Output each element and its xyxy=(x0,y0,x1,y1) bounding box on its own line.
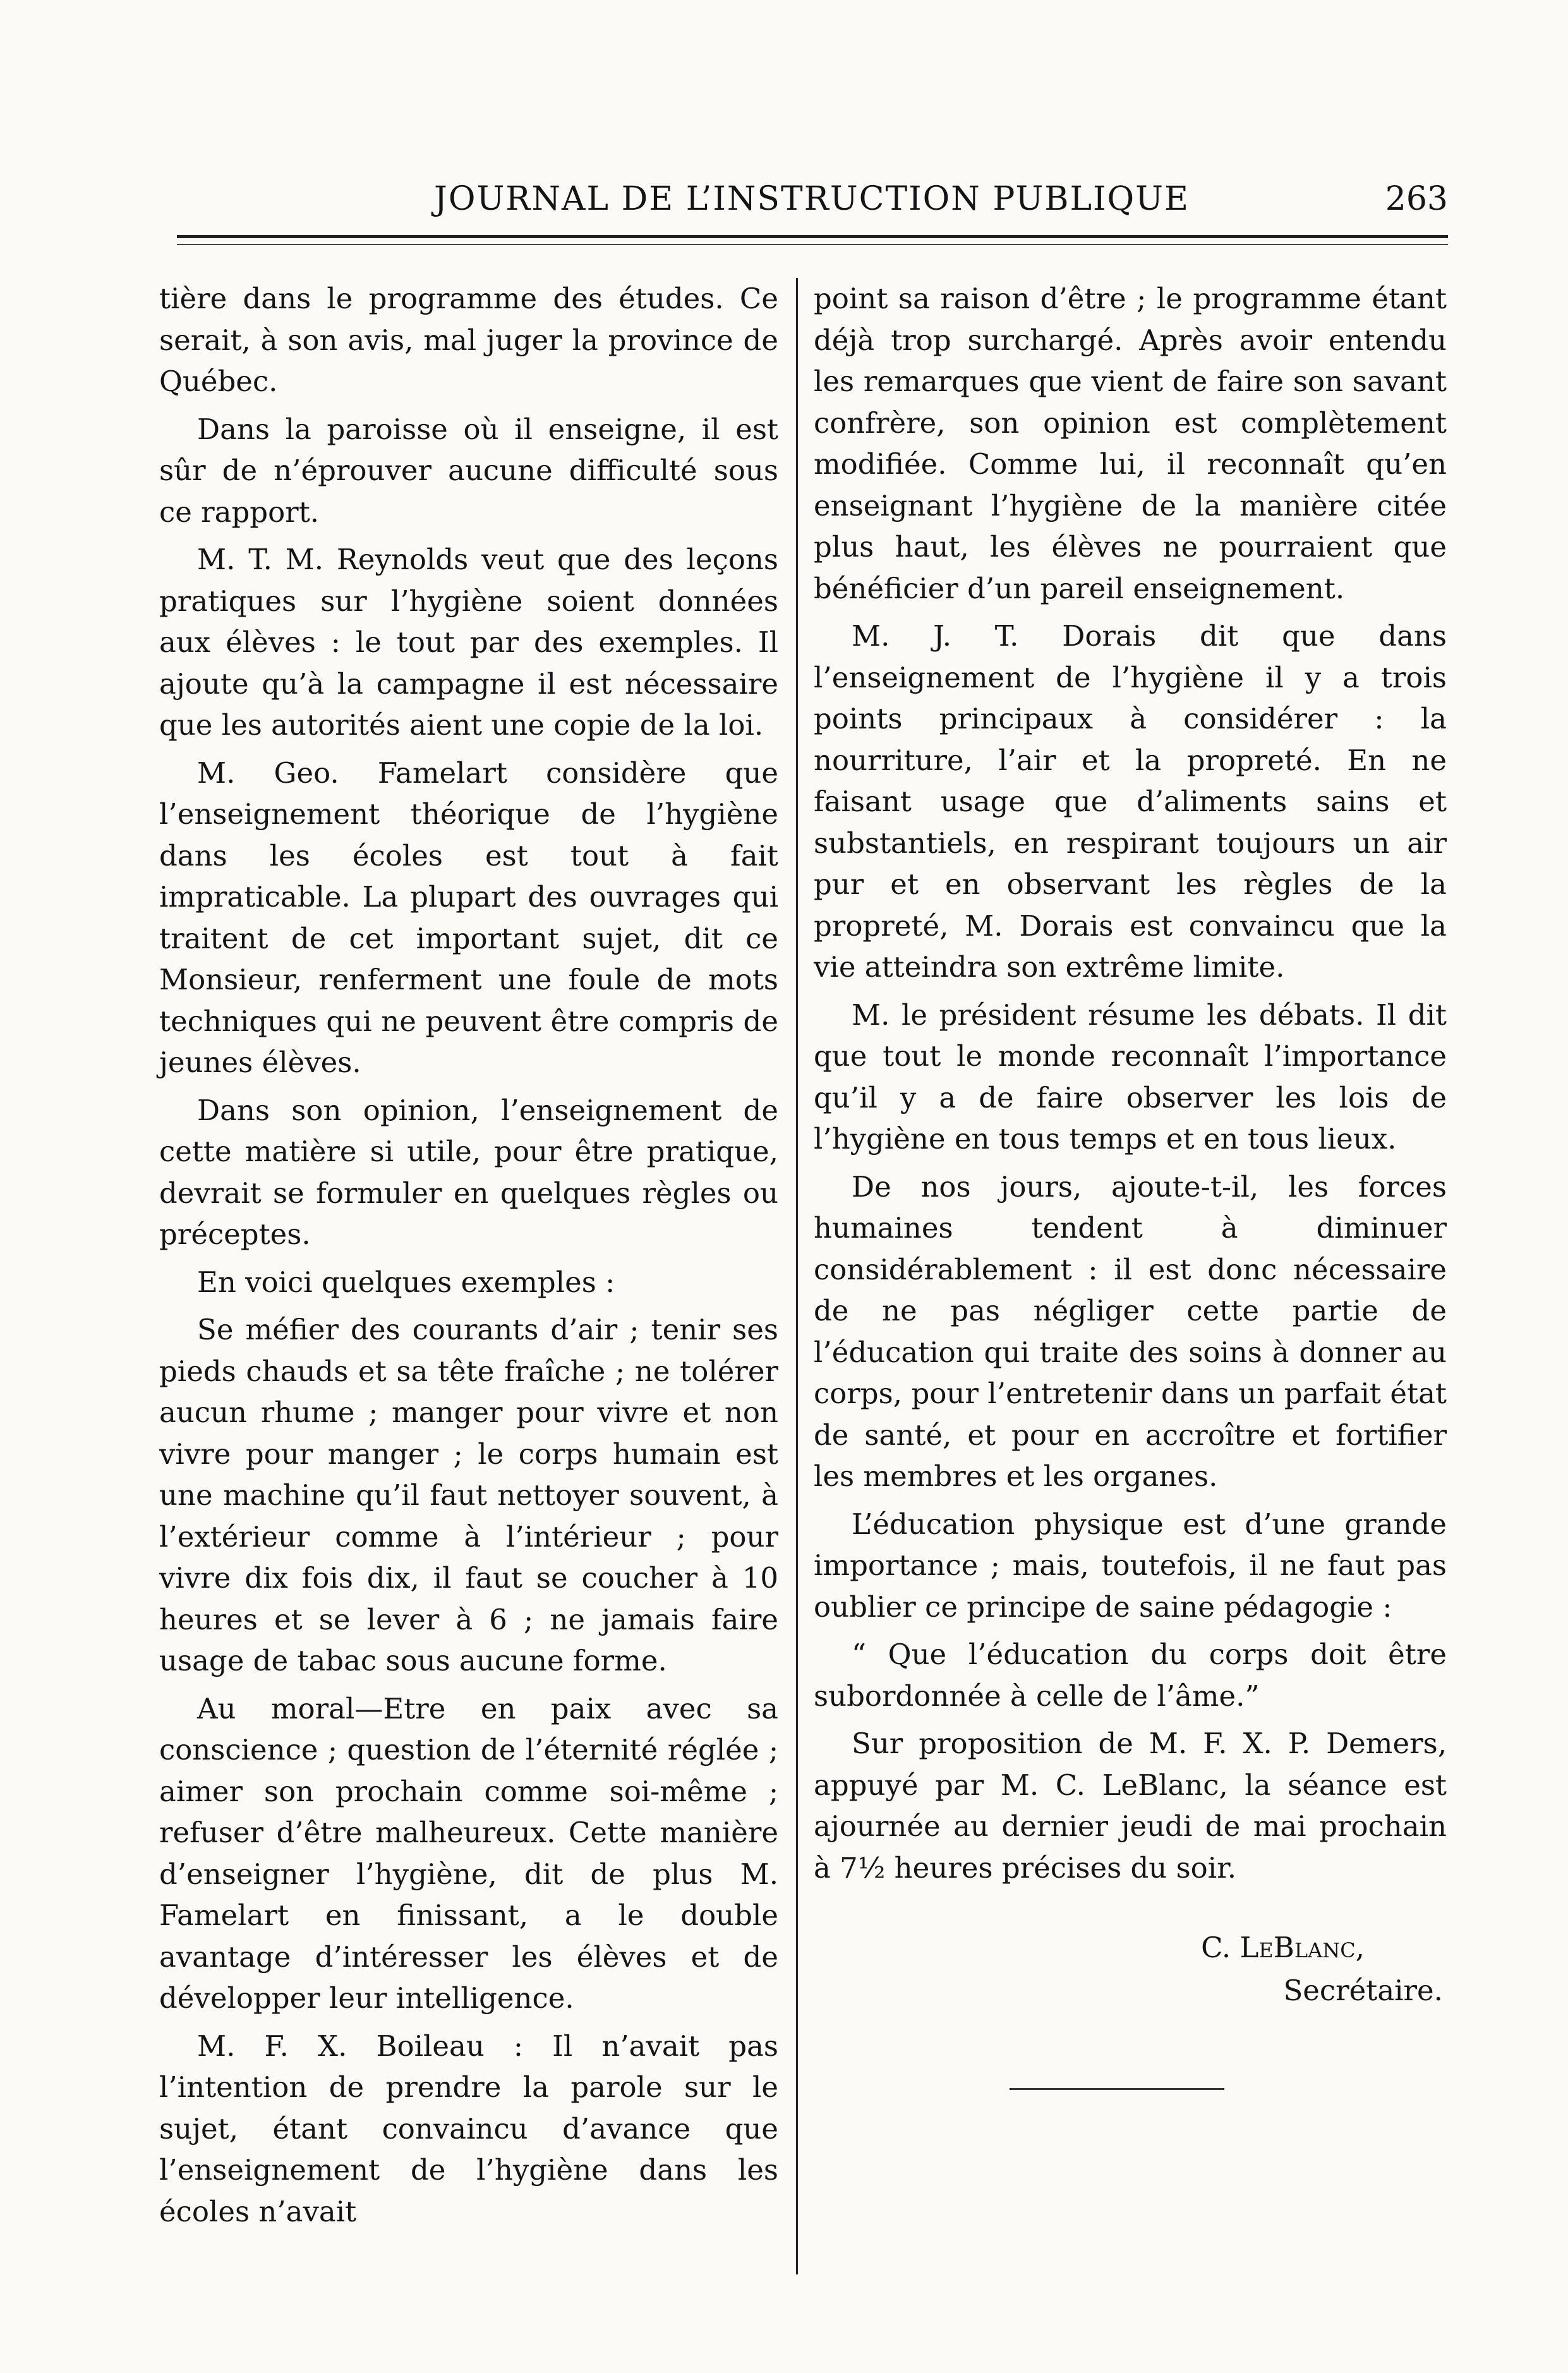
right-column xyxy=(814,278,1447,2090)
paragraph: Se méfier des courants d’air ; tenir ses pieds chauds et sa tête fraîche ; ne tolérer aucun rhume ; manger pour vivre et non vivre pour manger ; le corps humain est une machine qu’il faut nettoyer souvent, à l’extérieur comme à l’intérieur ; pour vivre dix fois dix, il faut se coucher à 10 heures et se lever à 6 ; ne jamais faire usage de tabac sous aucune forme. xyxy=(159,1313,778,1677)
paragraph: Dans son opinion, l’enseignement de cette matière si utile, pour être pratique, devrait se formuler en quelques règles ou préceptes. xyxy=(159,1093,778,1251)
signature xyxy=(814,1926,1447,2012)
page-number: 263 xyxy=(1385,180,1448,218)
paragraph: M. J. T. Dorais dit que dans l’enseignement de l’hygiène il y a trois points principaux à considérer : la nourriture, l’air et la propreté. En ne faisant usage que d’aliments sains et substantiels, en respirant toujours un air pur et en observant les règles de la propreté, M. Dorais est convaincu que la vie atteindra son extrême limite. xyxy=(814,619,1447,984)
end-rule xyxy=(1010,2088,1224,2090)
paragraph: Sur proposition de M. F. X. P. Demers, appuyé par M. C. LeBlanc, la séance est ajournée au dernier jeudi de mai prochain à 7½ heures précises du soir. xyxy=(814,1727,1447,1885)
paragraph: M. Geo. Famelart considère que l’enseignement théorique de l’hygiène dans les écoles est tout à fait impraticable. La plupart des ouvrages qui traitent de cet important sujet, dit ce Monsieur, renferment une foule de mots techniques qui ne peuvent être compris de jeunes élèves. xyxy=(159,756,778,1079)
signature-role: Secrétaire. xyxy=(1283,1974,1443,2007)
running-header xyxy=(158,180,1448,224)
paragraph: Au moral—Etre en paix avec sa conscience ; question de l’éternité réglée ; aimer son prochain comme soi-même ; refuser d’être malheureux. Cette manière d’enseigner l’hygiène, dit de plus M. Famelart en finissant, a le double avantage d’intéresser les élèves et de développer leur intelligence. xyxy=(159,1691,778,2015)
signature-name: C. LeBlanc, xyxy=(1201,1931,1365,1964)
paragraph: De nos jours, ajoute-t-il, les forces humaines tendent à diminuer considérablement : il est donc nécessaire de ne pas négliger cette partie de l’éducation qui traite des soins à donner au corps, pour l’entretenir dans un parfait état de santé, et pour en accroître et fortifier les membres et les organes. xyxy=(814,1169,1447,1493)
header-rule-thin xyxy=(177,244,1448,245)
running-title: JOURNAL DE L’INSTRUCTION PUBLIQUE xyxy=(434,180,1190,218)
left-column xyxy=(159,278,778,2238)
paragraph: L’éducation physique est d’une grande importance ; mais, toutefois, il ne faut pas oublier ce principe de saine pédagogie : xyxy=(814,1507,1447,1624)
column-divider xyxy=(796,278,798,2274)
paragraph: M. F. X. Boileau : Il n’avait pas l’intention de prendre la parole sur le sujet, étant convaincu d’avance que l’enseignement de l’hygiène dans les écoles n’avait xyxy=(159,2029,778,2228)
quotation: “ Que l’éducation du corps doit être subordonnée à celle de l’âme.” xyxy=(814,1638,1447,1713)
paragraph: tière dans le programme des études. Ce serait, à son avis, mal juger la province de Québec. xyxy=(159,282,778,398)
paragraph: En voici quelques exemples : xyxy=(197,1265,615,1299)
paragraph: point sa raison d’être ; le programme étant déjà trop surchargé. Après avoir entendu les remarques que vient de faire son savant confrère, son opinion est complètement modifiée. Comme lui, il reconnaît qu’en enseignant l’hygiène de la manière citée plus haut, les élèves ne pourraient que bénéficier d’un pareil enseignement. xyxy=(814,282,1447,605)
header-rule xyxy=(177,235,1448,238)
paragraph: M. T. M. Reynolds veut que des leçons pratiques sur l’hygiène soient données aux élèves : le tout par des exemples. Il ajoute qu’à la campagne il est nécessaire que les autorités aient une copie de la loi. xyxy=(159,543,778,742)
paragraph: Dans la paroisse où il enseigne, il est sûr de n’éprouver aucune difficulté sous ce rapport. xyxy=(159,412,778,529)
paragraph: M. le président résume les débats. Il dit que tout le monde reconnaît l’importance qu’il y a de faire observer les lois de l’hygiène en tous temps et en tous lieux. xyxy=(814,998,1447,1156)
